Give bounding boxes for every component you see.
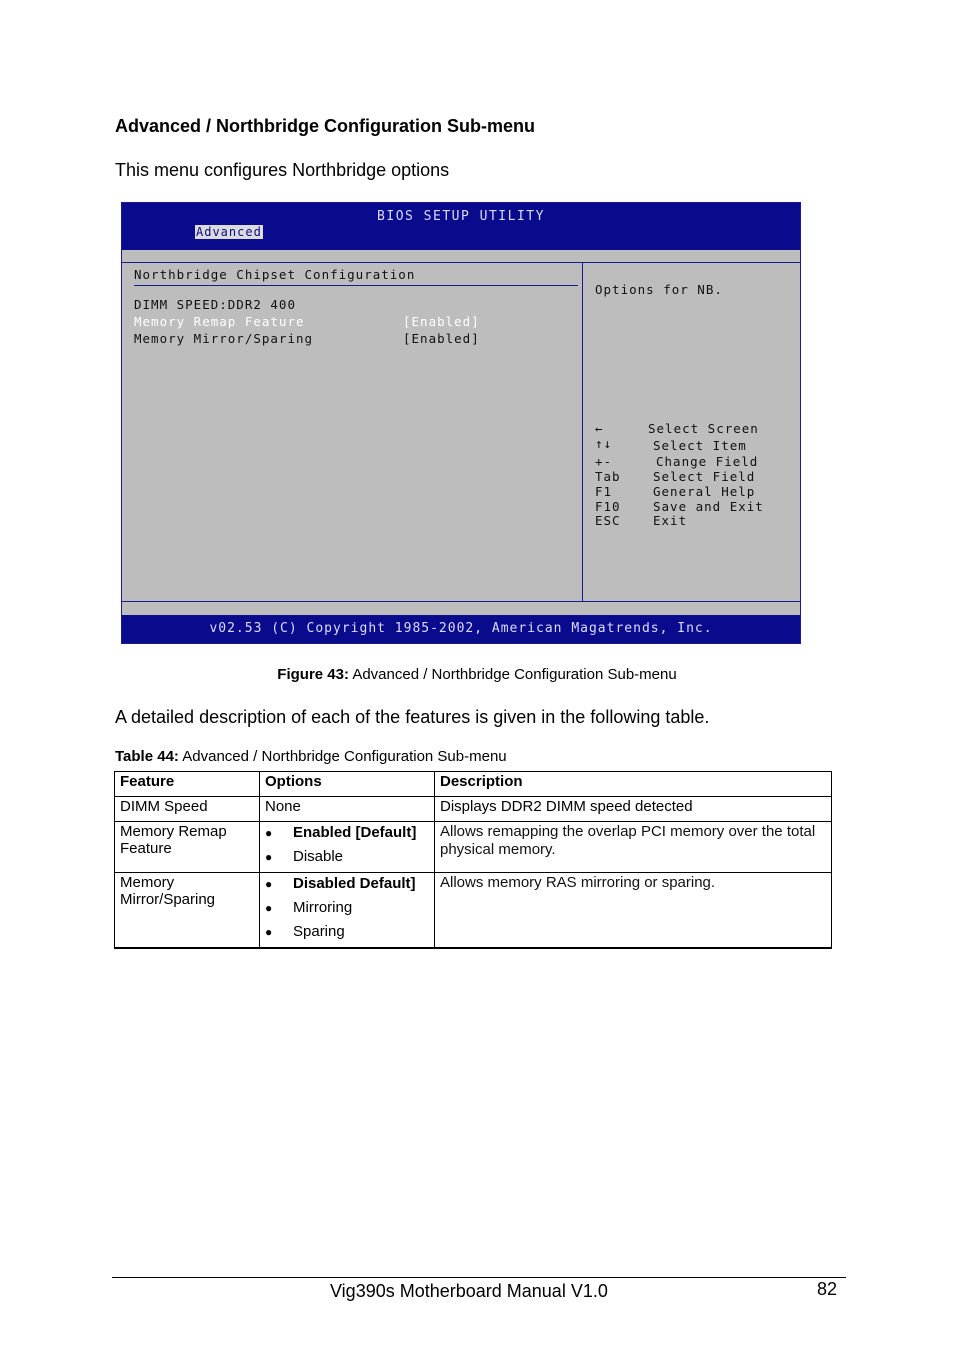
bullet-icon: ● bbox=[265, 925, 273, 939]
key-f1: F1 bbox=[595, 484, 613, 499]
bios-header-bar bbox=[122, 203, 800, 250]
bios-bottom-strip bbox=[122, 601, 800, 615]
header-description: Description bbox=[435, 772, 832, 797]
bios-top-strip bbox=[122, 250, 800, 263]
bios-screenshot bbox=[121, 202, 801, 644]
option-label: Enabled [Default] bbox=[293, 824, 417, 841]
bullet-icon: ● bbox=[265, 826, 273, 840]
key-action-exit: Exit bbox=[653, 513, 688, 528]
table-caption-text: Advanced / Northbridge Configuration Sub-menu bbox=[178, 748, 507, 765]
table-row bbox=[115, 873, 832, 949]
dimm-speed-readout: DIMM SPEED:DDR2 400 bbox=[134, 297, 296, 312]
bios-pane-divider bbox=[582, 262, 583, 601]
key-plus-minus: +- bbox=[595, 454, 613, 469]
cell-options: None bbox=[260, 797, 435, 822]
option-item bbox=[265, 822, 429, 846]
bios-section-rule bbox=[134, 285, 578, 286]
bullet-icon: ● bbox=[265, 877, 273, 891]
memory-remap-value[interactable]: [Enabled] bbox=[403, 314, 480, 329]
figure-caption-text: Advanced / Northbridge Configuration Sub-menu bbox=[348, 666, 677, 683]
feature-table bbox=[114, 771, 832, 949]
header-options: Options bbox=[260, 772, 435, 797]
footer-title: Vig390s Motherboard Manual V1.0 bbox=[330, 1281, 608, 1301]
key-left-arrow: ← bbox=[595, 421, 604, 436]
table-header-row bbox=[115, 772, 832, 797]
key-esc: ESC bbox=[595, 513, 621, 528]
memory-mirror-value[interactable]: [Enabled] bbox=[403, 331, 480, 346]
bios-help-text: Options for NB. bbox=[595, 282, 723, 297]
table-row bbox=[115, 822, 832, 873]
table-caption bbox=[115, 748, 507, 765]
intro-text: This menu configures Northbridge options bbox=[115, 160, 450, 180]
cell-feature: DIMM Speed bbox=[115, 797, 260, 822]
option-item bbox=[265, 897, 429, 921]
cell-feature: Memory Remap Feature bbox=[115, 822, 260, 873]
key-tab: Tab bbox=[595, 469, 621, 484]
key-action-change-field: Change Field bbox=[656, 454, 759, 469]
bullet-icon: ● bbox=[265, 850, 273, 864]
cell-description: Allows remapping the overlap PCI memory over the total physical memory. bbox=[435, 822, 832, 873]
figure-caption bbox=[0, 666, 954, 683]
option-item bbox=[265, 846, 429, 870]
cell-options bbox=[260, 822, 435, 873]
option-label: Mirroring bbox=[293, 899, 353, 916]
table-row bbox=[115, 797, 832, 822]
detail-text: A detailed description of each of the features is given in the following table. bbox=[115, 707, 710, 727]
bios-title: BIOS SETUP UTILITY bbox=[377, 209, 545, 224]
option-label: Disabled Default] bbox=[293, 875, 416, 892]
cell-options bbox=[260, 873, 435, 949]
key-action-save-exit: Save and Exit bbox=[653, 499, 764, 514]
key-action-general-help: General Help bbox=[653, 484, 756, 499]
bios-section-title: Northbridge Chipset Configuration bbox=[134, 267, 416, 282]
page-number: 82 bbox=[817, 1279, 838, 1299]
cell-feature: Memory Mirror/Sparing bbox=[115, 873, 260, 949]
option-label: Disable bbox=[293, 848, 344, 865]
figure-label: Figure 43: bbox=[277, 666, 349, 683]
option-item bbox=[265, 873, 429, 897]
key-f10: F10 bbox=[595, 499, 621, 514]
header-feature: Feature bbox=[115, 772, 260, 797]
cell-description: Allows memory RAS mirroring or sparing. bbox=[435, 873, 832, 949]
key-up-down-arrows: ↑↓ bbox=[595, 436, 613, 451]
bios-tab-advanced[interactable]: Advanced bbox=[196, 225, 262, 239]
memory-mirror-item[interactable]: Memory Mirror/Sparing bbox=[134, 331, 314, 346]
bios-copyright-bar: v02.53 (C) Copyright 1985-2002, American Magatrends, Inc. bbox=[122, 615, 800, 643]
key-action-select-item: Select Item bbox=[653, 438, 747, 453]
section-heading: Advanced / Northbridge Configuration Sub-menu bbox=[115, 116, 535, 136]
table-label: Table 44: bbox=[115, 748, 179, 765]
option-item bbox=[265, 921, 429, 945]
option-label: Sparing bbox=[293, 923, 345, 940]
bullet-icon: ● bbox=[265, 901, 273, 915]
memory-remap-item[interactable]: Memory Remap Feature bbox=[134, 314, 305, 329]
key-action-select-screen: Select Screen bbox=[648, 421, 759, 436]
footer-rule bbox=[112, 1277, 846, 1278]
key-action-select-field: Select Field bbox=[653, 469, 756, 484]
cell-description: Displays DDR2 DIMM speed detected bbox=[435, 797, 832, 822]
